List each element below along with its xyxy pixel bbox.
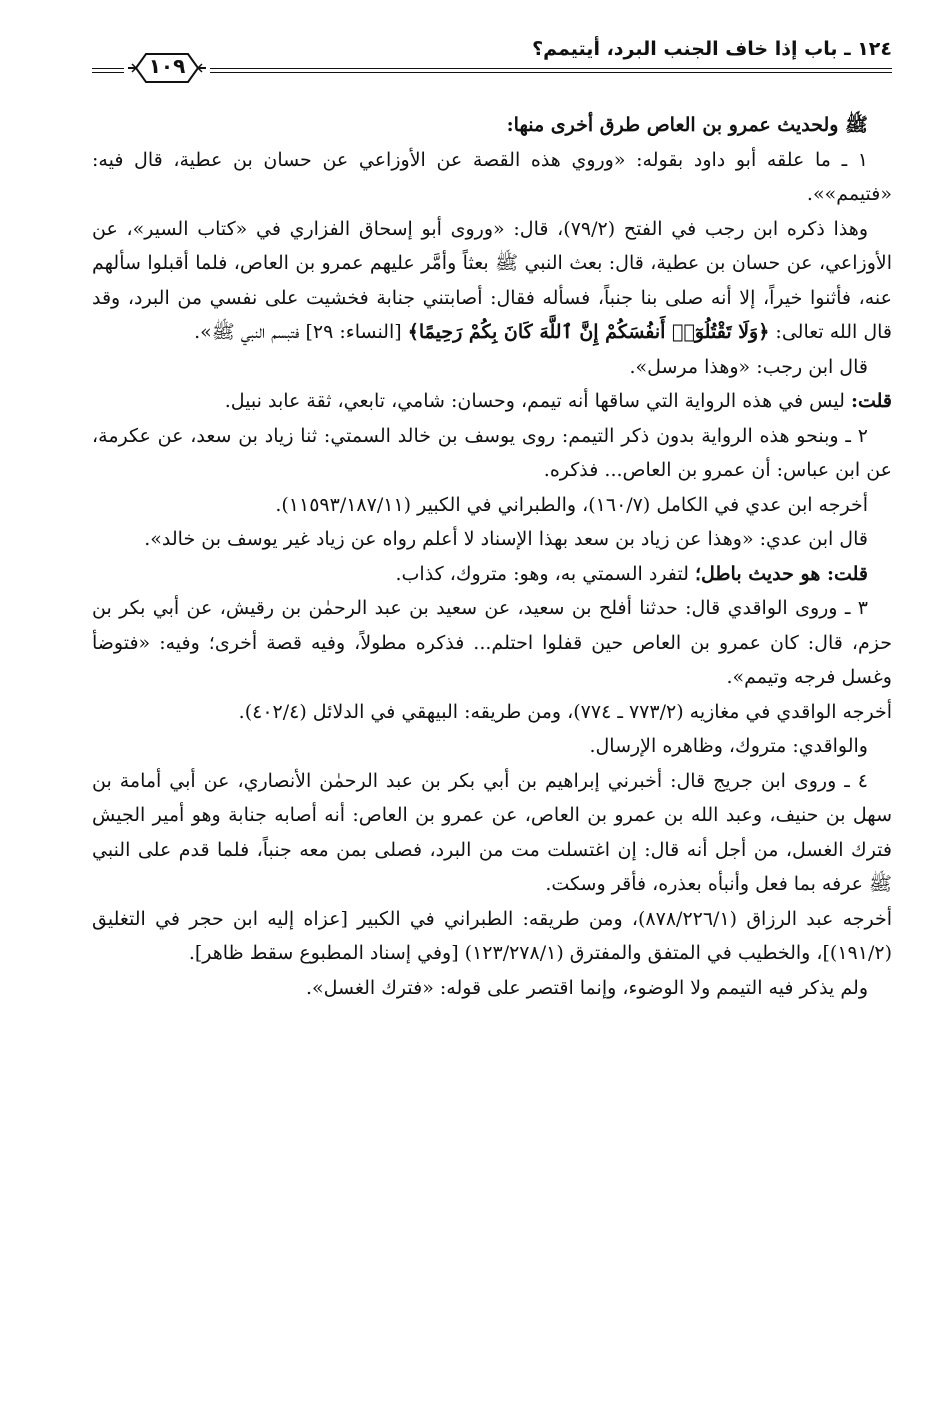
- header-rule-left: [92, 68, 124, 73]
- quran-verse: ﴿وَلَا تَقْتُلُوٓا۟ أَنفُسَكُمْ إِنَّ ٱللَّهَ كَانَ بِكُمْ رَحِيمًا﴾: [407, 321, 770, 343]
- paragraph: قال ابن عدي: «وهذا عن زياد بن سعد بهذا الإسناد لا أعلم رواه عن زياد غير يوسف بن خالد».: [144, 528, 868, 550]
- paragraph: [92, 212, 892, 350]
- page-header: [92, 38, 892, 98]
- remark-label: قلت:: [850, 390, 892, 412]
- paragraph: ٢ ـ وبنحو هذه الرواية بدون ذكر التيمم: روى يوسف بن خالد السمتي: ثنا زياد بن سعد، عن عكرمة، عن ابن عباس: أن عمرو بن العاص... فذكره.: [92, 424, 892, 481]
- paragraph: ١ ـ ما علقه أبو داود بقوله: «وروي هذه القصة عن الأوزاعي عن حسان بن عطية، قال فيه: «فتيمم»».: [92, 148, 892, 205]
- header-rule: [210, 68, 892, 73]
- remark-label: قلت: هو حديث باطل؛: [694, 562, 868, 585]
- paragraph: [92, 384, 892, 419]
- paragraph: والواقدي: متروك، وظاهره الإرسال.: [589, 735, 868, 757]
- paragraph-text: [النساء: ٢٩] فتبسم النبي ﷺ».: [194, 321, 402, 343]
- paragraph: [92, 557, 892, 592]
- page-number-badge: [126, 50, 208, 86]
- page-number: ١٠٩: [148, 54, 186, 78]
- paragraph: أخرجه عبد الرزاق (٨٧٨/٢٢٦/١)، ومن طريقه: الطبراني في الكبير [عزاه إليه ابن حجر في التغليق (١٩١/٢)]، والخطيب في المتفق والمفترق (١٢٣/٢٧٨/١) [وفي إسناد المطبوع سقط ظاهر].: [92, 907, 893, 964]
- paragraph: ولم يذكر فيه التيمم ولا الوضوء، وإنما اقتصر على قوله: «فترك الغسل».: [305, 976, 868, 999]
- paragraph: ٤ ـ وروى ابن جريج قال: أخبرني إبراهيم بن أبي بكر بن عبد الرحمٰن الأنصاري، عن أبي أمامة بن سهل بن حنيف، وعبد الله بن عمرو بن العاص، عن عمرو بن العاص: أنه أصابه جنابة وهو أمير الجيش فترك الغسل، من أجل أنه قال: إن اغتسلت مت من البرد، فصلى بمن معه جنباً، فلما قدم على النبي ﷺ عرفه بما فعل وأنبأه بعذره، فأقر وسكت.: [92, 769, 892, 895]
- paragraph-text: لتفرد السمتي به، وهو: متروك، كذاب.: [395, 562, 689, 585]
- paragraph: ٣ ـ وروى الواقدي قال: حدثنا أفلح بن سعيد، عن سعيد بن عبد الرحمٰن بن رقيش، عن أبي بكر بن حزم، قال: كان عمرو بن العاص حين قفلوا احتلم... فذكره مطولاً، وفيه قصة أخرى؛ وفيه: «فتوضأ وغسل فرجه وتيمم».: [92, 597, 892, 688]
- paragraph: أخرجه الواقدي في مغازيه (٧٧٣/٢ ـ ٧٧٤)، ومن طريقه: البيهقي في الدلائل (٤٠٢/٤).: [238, 700, 892, 723]
- paragraph-text: وهذا ذكره ابن رجب في الفتح (٧٩/٢)، قال: «وروى أبو إسحاق الفزاري في «كتاب السير»، عن الأوزاعي، عن حسان بن عطية، قال: بعث النبي ﷺ بعثاً وأمَّر عليهم عمرو بن العاص، فلما أقبلوا سألهم عنه، فأثنوا خيراً، إلا أنه صلى بنا جنباً، فسأله فقال: أصابتني جنابة فخشيت على نفسي من البرد، وقد قال الله تعالى:: [92, 217, 892, 343]
- paragraph-text: ليس في هذه الرواية التي ساقها أنه تيمم، وحسان: شامي، تابعي، ثقة عابد نبيل.: [224, 390, 845, 412]
- page-body: [92, 108, 892, 1005]
- running-title: ١٢٤ ـ باب إذا خاف الجنب البرد، أيتيمم؟: [532, 38, 892, 60]
- paragraph: أخرجه ابن عدي في الكامل (١٦٠/٧)، والطبراني في الكبير (١١٥٩٣/١٨٧/١١).: [275, 493, 868, 516]
- paragraph: قال ابن رجب: «وهذا مرسل».: [629, 355, 868, 378]
- section-heading: ﷺ ولحديث عمرو بن العاص طرق أخرى منها:: [506, 114, 868, 136]
